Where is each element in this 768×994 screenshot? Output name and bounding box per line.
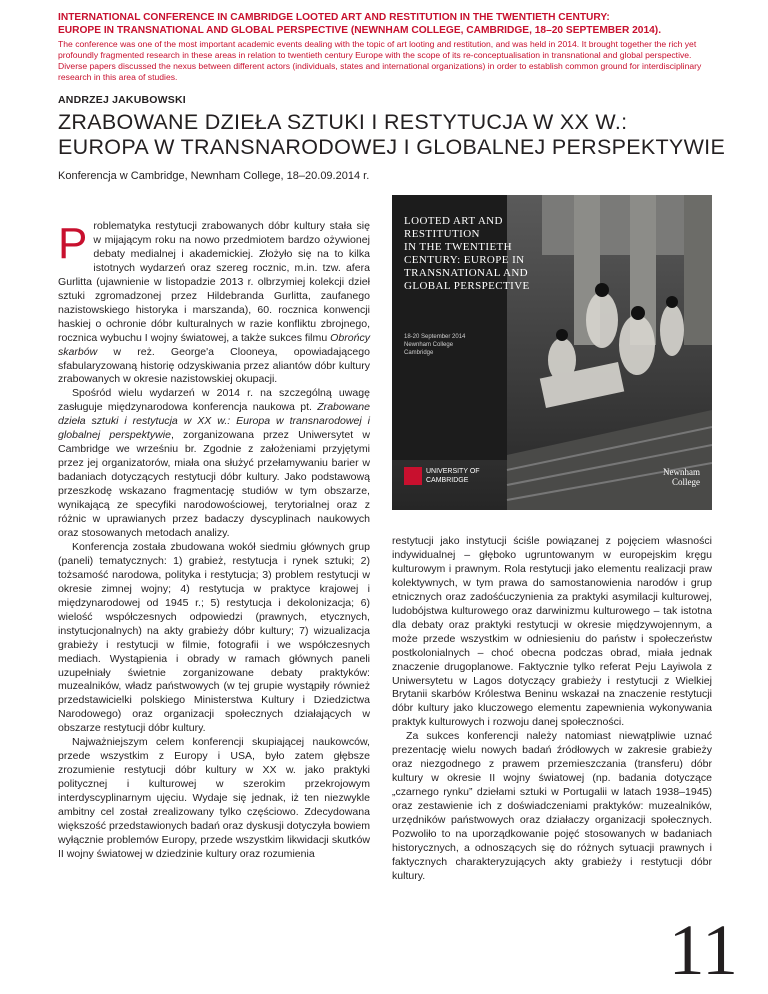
university-of-cambridge-logo — [426, 467, 480, 485]
paragraph-text: , zorganizowana przez Uniwersytet w Cambridge we wrześniu br. Zgodnie z założeniami przyjętymi przez jej organizatorów, miała ona służyć przełamywaniu barier w badaniach dotyczących restytucji dóbr kultury. Jako podstawową przeszkodę wskazano fragmentację studiów w tym obszarze, wynikającą ze specyfiki narodowościowej, terytorialnej oraz z różnic w uprawianych przez badaczy dyscyplinach naukowych oraz stosowanych metodach analizy. — [58, 429, 370, 539]
paragraph-1 — [58, 220, 370, 387]
poster-date-line: Newnham College — [404, 342, 454, 348]
conference-poster-image — [392, 195, 712, 510]
film-title: Obrońcy skarbów — [58, 331, 370, 358]
paragraph-6: Za sukces konferencji należy natomiast niewątpliwie uznać prezentację wielu nowych badań źródłowych w zakresie grabieży oraz niezgodnego z prawem przemieszczania (transferu) dóbr kultury w okresie II wojny światowej (np. badania dotyczące „czarnego rynku” dziełami sztuki w Portugalii w latach 1938–1945) oraz zestawienie ich z doświadczeniami praktyków: muzealników, urzędników państwowych oraz działaczy organizacji społecznych. Pozwoliło to na uporządkowanie pojęć stosowanych w badaniach historycznych, a odnoszących się do różnych sytuacji prawnych i faktycznych charakteryzujących akty grabieży i restytucji dóbr kultury. — [392, 730, 712, 882]
newnham-college-logo — [663, 467, 700, 487]
article-title — [58, 110, 738, 160]
poster-heading — [404, 215, 530, 293]
paragraph-4: Najważniejszym celem konferencji skupiającej naukowców, przede wszystkim z Europy i USA, było zatem głębsze zrozumienie restytucji dóbr kultury w XX w. jako praktyki politycznej i kulturowej w szerokim przekrojowym interdyscyplinarnym ujęciu. Wydaje się jednak, iż ten niezwykle ambitny cel został zrealizowany tylko częściowo. Zdecydowana większość przedstawionych badań oraz dyskusji dotyczyła bowiem wyłącznie problemów Europy, przede wszystkim likwidacji skutków II wojny światowej w dziedzinie kultury oraz rozumienia — [58, 736, 370, 860]
article-title-line-2: EUROPA W TRANSNARODOWEJ I GLOBALNEJ PERSPEKTYWIE — [58, 135, 726, 159]
poster-date-line: Cambridge — [404, 350, 434, 356]
logo-right-line-1: Newnham — [663, 467, 700, 477]
poster-heading-line: LOOTED ART AND — [404, 215, 503, 227]
english-title-line-2: EUROPE IN TRANSNATIONAL AND GLOBAL PERSPECTIVE (NEWNHAM COLLEGE, CAMBRIDGE, 18–20 SEPTEMBER 2014). — [58, 24, 662, 36]
paragraph-text: Spośród wielu wydarzeń w 2014 r. na szczególną uwagę zasługuje międzynarodowa konferencja naukowa pt. — [58, 387, 370, 414]
article-subtitle: Konferencja w Cambridge, Newnham College, 18–20.09.2014 r. — [58, 170, 370, 182]
poster-heading-line: TRANSNATIONAL AND — [404, 267, 529, 279]
poster-heading-line: RESTITUTION — [404, 228, 480, 240]
poster-dates — [404, 333, 465, 357]
right-text-column — [392, 535, 712, 884]
paragraph-text: roblematyka restytucji zrabowanych dóbr kultury stała się w mijającym roku na nowo przedmiotem bardzo ożywionej debaty medialnej i akademickiej. Złożyło się na to kilka istotnych wydarzeń oraz szereg rocznic, m.in. tzw. afera Gurlitta (ujawnienie w listopadzie 2013 r. olbrzymiej kolekcji dzieł sztuki zgromadzonej przez Hildebranda Gurlitta, zaufanego nazistowskiego historyka i marszanda), 60. rocznica konwencji haskiej o ochronie dóbr kulturalnych w razie konfliktu zbrojnego, rocznica wybuchu I wojny światowej, a także sukces filmu — [58, 220, 370, 344]
poster-date-line: 18-20 September 2014 — [404, 334, 466, 340]
paragraph-5: restytucji jako instytucji ściśle powiązanej z pojęciem własności indywidualnej – głęboko ugruntowanym w europejskim kręgu kulturowym i prawnym. Rola restytucji jako elementu realizacji praw kolektywnych, w tym prawa do samostanowienia narodów i grup etnicznych oraz zadośćuczynienia za praktyki asymilacji kulturowej, ludobójstwa kulturowego oraz darwinizmu kulturowego – tak istotna dla debaty oraz praktyki restytucji w okresie międzywojennym, a może przede wszystkim w odniesieniu do państw i społeczeństw postkolonialnych – choć obecna podczas obrad, miała jednak znaczenie drugoplanowe. Faktycznie tylko referat Peju Layiwola z Uniwersytetu w Lagos dotyczący grabieży i restytucji z Wielkiej Brytanii skarbów Królestwa Beninu wskazał na znaczenie restytucji dóbr kultury jako kluczowego elementu zapewnienia wykonywania praktyk kulturowych i rozwoju danej społeczności. — [392, 535, 712, 729]
english-abstract-header — [58, 12, 718, 83]
logo-right-line-2: College — [672, 477, 700, 487]
logo-left-line-2: CAMBRIDGE — [426, 477, 469, 484]
poster-heading-line: IN THE TWENTIETH — [404, 241, 513, 253]
drop-cap: P — [58, 219, 88, 268]
logo-left-line-1: UNIVERSITY OF — [426, 468, 480, 475]
paragraph-3: Konferencja została zbudowana wokół siedmiu głównych grup (paneli) tematycznych: 1) grabież, restytucja i rynek sztuki; 2) tożsamość narodowa, polityka i restytucja; 3) problem restytucji w okresie zimnej wojny; 4) restytucja w praktyce krajowej i międzynarodowej od 1945 r.; 5) restytucja i dekolonizacja; 6) wielość współczesnych odpowiedzi (prawnych, etycznych, instytucjonalnych) na akty grabieży dóbr kultury; 7) wizualizacja grabieży i restytucji w filmie, fotografii i we współczesnych mediach. Wystąpienia i obrady w ramach głównych paneli uzupełniały świetnie zorganizowane debaty praktyków: muzealników, władz państwowych (w tej grupie wystąpiły również przedstawicielki polskiego Ministerstwa Kultury i Dziedzictwa Narodowego) oraz organizacji społecznych działających w obszarze restytucji dóbr kultury. — [58, 540, 370, 735]
paragraph-2 — [58, 387, 370, 540]
poster-heading-line: GLOBAL PERSPECTIVE — [404, 280, 530, 292]
page-number: 11 — [668, 910, 738, 990]
article-title-line-1: ZRABOWANE DZIEŁA SZTUKI I RESTYTUCJA W XX W.: — [58, 110, 628, 134]
paragraph-text: w reż. George'a Clooneya, opowiadającego sfabularyzowaną historię odzyskiwania przez aliantów dóbr kultury zrabowanych w okresie nazistowskiej okupacji. — [58, 345, 370, 386]
english-abstract: The conference was one of the most important academic events dealing with the topic of art looting and restitution, and was held in 2014. It brought together the rich yet profoundly fragmented research in these areas in relation to twentieth century Europe with the scope of its re-conceptualisation in transnational and global perspective. Diverse papers discussed the nexus between different actors (individuals, states and international organizations) in order to establish common ground for interdisciplinary research in this area of studies. — [58, 39, 702, 82]
left-text-column — [58, 220, 370, 862]
author-name: ANDRZEJ JAKUBOWSKI — [58, 94, 186, 106]
english-title-line-1: INTERNATIONAL CONFERENCE IN CAMBRIDGE LOOTED ART AND RESTITUTION IN THE TWENTIETH CENTURY: — [58, 12, 610, 23]
poster-heading-line: CENTURY: EUROPE IN — [404, 254, 525, 266]
conference-title: Zrabowane dzieła sztuki i restytucja w XX w.: Europa w transnarodowej i globalnej perspektywie — [58, 401, 370, 442]
